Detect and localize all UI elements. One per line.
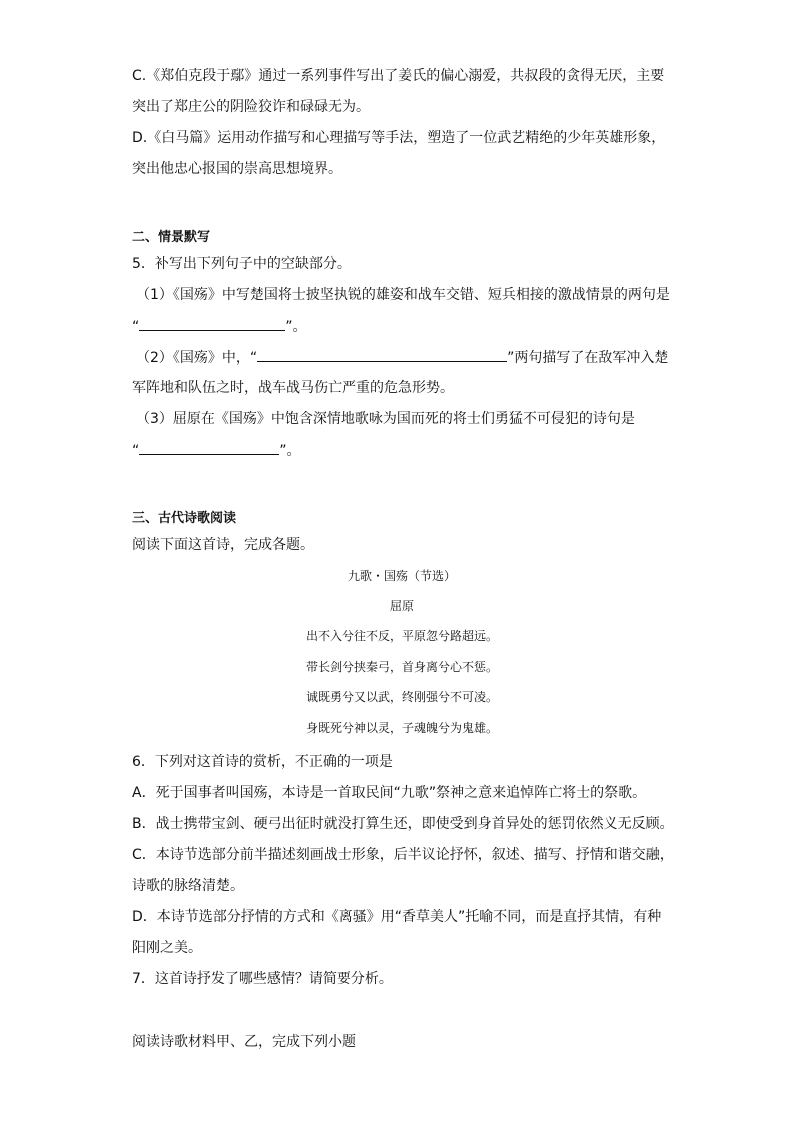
- answer-blank-1[interactable]: [139, 316, 285, 331]
- question-5: 5．补写出下列句子中的空缺部分。: [132, 256, 351, 272]
- item-2-suffix: ”两句描写了在敌军冲入楚: [507, 350, 669, 366]
- answer-blank-3[interactable]: [139, 440, 279, 455]
- question-6: 6．下列对这首诗的赏析，不正确的一项是: [132, 754, 393, 770]
- poem-line: 诚既勇兮又以武，终刚强兮不可凌。: [305, 690, 498, 704]
- section-heading-fill-in: 二、情景默写: [132, 230, 211, 245]
- option-c-line1: C.《郑伯克段于鄢》通过一系列事件写出了姜氏的偏心溺爱，共叔段的贪得无厌，主要: [132, 68, 665, 84]
- question-6-option-d-line2: 阳刚之美。: [132, 940, 202, 956]
- question-6-option-d-line1: D．本诗节选部分抒情的方式和《离骚》用“香草美人”托喻不同，而是直抒其情，有种: [132, 909, 662, 925]
- poem-line: 出不入兮往不反，平原忽兮路超远。: [305, 629, 498, 643]
- option-d-line1: D.《白马篇》运用动作描写和心理描写等手法，塑造了一位武艺精绝的少年英雄形象，: [132, 130, 666, 146]
- option-d-line2: 突出他忠心报国的崇高思想境界。: [132, 161, 342, 177]
- answer-blank-2[interactable]: [257, 347, 507, 362]
- question-5-item-2: [136, 347, 676, 368]
- section-heading-poetry: 三、古代诗歌阅读: [132, 511, 237, 526]
- poem-line: 身既死兮神以灵，子魂魄兮为鬼雄。: [305, 721, 498, 735]
- open-quote: “: [132, 319, 140, 335]
- question-6-option-c-line2: 诗歌的脉络清楚。: [132, 878, 244, 894]
- poem-author: 屈原: [389, 599, 414, 613]
- question-6-option-c-line1: C．本诗节选部分前半描述刻画战士形象，后半议论抒怀，叙述、描写、抒情和谐交融，: [132, 847, 674, 863]
- question-6-option-a: A．死于国事者叫国殇，本诗是一首取民间“九歌”祭神之意来追悼阵亡将士的祭歌。: [132, 785, 647, 801]
- question-5-item-1: （1）《国殇》中写楚国将士披坚执锐的雄姿和战车交错、短兵相接的激战情景的两句是: [136, 287, 670, 303]
- next-reading-instruction: 阅读诗歌材料甲、乙，完成下列小题: [132, 1034, 356, 1050]
- question-5-item-3-answer: [132, 440, 672, 461]
- question-5-item-1-answer: [132, 316, 672, 337]
- question-5-item-2-line2: 军阵地和队伍之时，战车战马伤亡严重的危急形势。: [132, 380, 454, 396]
- close-quote: ”。: [279, 443, 301, 459]
- open-quote: “: [132, 443, 140, 459]
- reading-instruction: 阅读下面这首诗，完成各题。: [132, 537, 314, 553]
- option-c-line2: 突出了郑庄公的阴险狡诈和碌碌无为。: [132, 99, 370, 115]
- close-quote: ”。: [285, 319, 307, 335]
- question-6-option-b: B．战士携带宝剑、硬弓出征时就没打算生还，即使受到身首异处的惩罚依然义无反顾。: [132, 816, 674, 832]
- poem-title: 九歌・国殇（节选）: [347, 569, 456, 583]
- poem-line: 带长剑兮挟秦弓，首身离兮心不惩。: [305, 660, 498, 674]
- item-2-prefix: （2）《国殇》中，“: [136, 350, 258, 366]
- question-5-item-3: （3）屈原在《国殇》中饱含深情地歌咏为国而死的将士们勇猛不可侵犯的诗句是: [136, 411, 635, 427]
- question-7: 7．这首诗抒发了哪些感情？请简要分析。: [132, 971, 393, 987]
